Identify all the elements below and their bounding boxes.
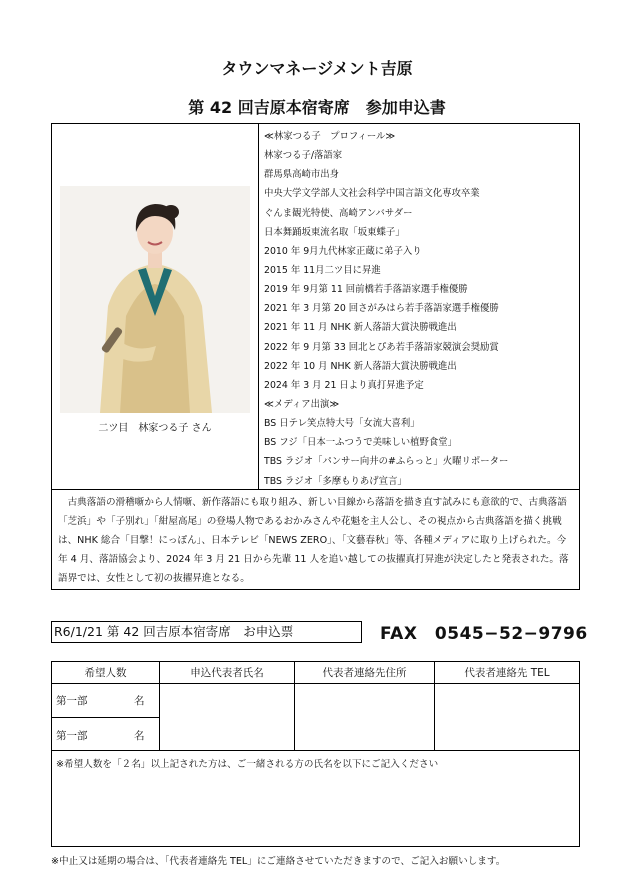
profile-lines	[264, 127, 580, 491]
row-divider	[52, 717, 159, 718]
header-count: 希望人数	[84, 667, 127, 679]
profile-line: TBS ラジオ「パンサー向井の#ふらっと」火曜リポーター	[264, 456, 509, 468]
photo-cell	[52, 124, 259, 490]
profile-line: BS フジ「日本一ふつうで美味しい植野食堂」	[264, 437, 457, 449]
part-one-row[interactable]	[56, 693, 145, 708]
profile-line: BS 日テレ笑点特大号「女流大喜利」	[264, 418, 420, 430]
profile-line: TBS ラジオ「多摩もりあげ宣言」	[264, 475, 407, 487]
profile-line: ≪メディア出演≫	[264, 398, 340, 410]
application-slip-label: R6/1/21 第 42 回吉原本宿寄席 お申込票	[51, 621, 362, 643]
profile-line: 2021 年 3 月第 20 回さがみはら若手落語家選手権優勝	[264, 303, 499, 315]
person-unit: 名	[134, 695, 145, 707]
footer-note: ※中止又は延期の場合は、「代表者連絡先 TEL」にご連絡させていただきますので、ご記入お願いします。	[51, 856, 506, 867]
part-label: 第一部	[56, 730, 88, 742]
photo-caption: 二ツ目 林家つる子 さん	[98, 423, 212, 434]
companion-note: ※希望人数を「２名」以上記された方は、ご一緒される方の氏名を以下にご記入ください	[56, 759, 439, 770]
profile-line: 2021 年 11 月 NHK 新人落語大賞決勝戦進出	[264, 322, 457, 334]
part-one-row-2[interactable]	[56, 728, 145, 743]
document-title: 第 42 回吉原本宿寄席 参加申込書	[188, 98, 446, 117]
profile-line: 2019 年 9月第 11 回前橋若手落語家選手権優勝	[264, 284, 468, 296]
person-unit: 名	[134, 730, 145, 742]
header-address: 代表者連絡先住所	[322, 667, 407, 679]
profile-line: 日本舞踊坂東流名取「坂東蝶子」	[264, 226, 405, 238]
fax-number: FAX 0545−52−9796	[380, 624, 588, 644]
application-form-table	[51, 661, 580, 847]
profile-line: 2024 年 3 月 21 日より真打昇進予定	[264, 379, 424, 391]
profile-line: 2015 年 11月二ツ目に昇進	[264, 264, 381, 276]
profile-line: 群馬県高崎市出身	[264, 169, 340, 181]
row-divider	[52, 750, 579, 751]
performer-illustration	[60, 186, 250, 413]
profile-line: 2022 年 10 月 NHK 新人落語大賞決勝戦進出	[264, 360, 457, 372]
header-name: 申込代表者氏名	[190, 667, 264, 679]
profile-line: 林家つる子/落語家	[264, 150, 343, 162]
biography-text: 古典落語の滑稽噺から人情噺、新作落語にも取り組み、新しい目線から落語を描き直す試みにも意欲的で、古典落語「芝浜」や「子別れ」「紺屋高尾」の登場人物であるおかみさんや花魁を主人公し、その視点から古典落語を描く挑戦は、NHK 総合「目撃！にっぽん」、日本テレビ「NEWS ZERO」、「文藝春秋」等、各種メディアに取り上げられた。今年 4 月、落語協会より、2024 年 3 月 21 日から先輩 11 人を追い越しての抜擢真打昇進が決定したと発表された。落語界では、女性として初の抜擢昇進となる。	[51, 490, 580, 590]
profile-line: ≪林家つる子 プロフィール≫	[264, 131, 396, 142]
part-label: 第一部	[56, 695, 88, 707]
profile-line: ぐんま観光特使、高崎アンバサダー	[264, 207, 413, 219]
header-tel: 代表者連絡先 TEL	[464, 667, 550, 679]
profile-line: 2022 年 9 月第 33 回北とぴあ若手落語家競演会奨励賞	[264, 341, 499, 353]
profile-line: 2010 年 9月九代林家正蔵に弟子入り	[264, 245, 422, 257]
performer-photo	[60, 186, 250, 413]
profile-line: 中央大学文学部人文社会科学中国言語文化専攻卒業	[264, 188, 480, 200]
organization-title: タウンマネージメント吉原	[221, 59, 413, 78]
profile-table	[51, 123, 580, 490]
